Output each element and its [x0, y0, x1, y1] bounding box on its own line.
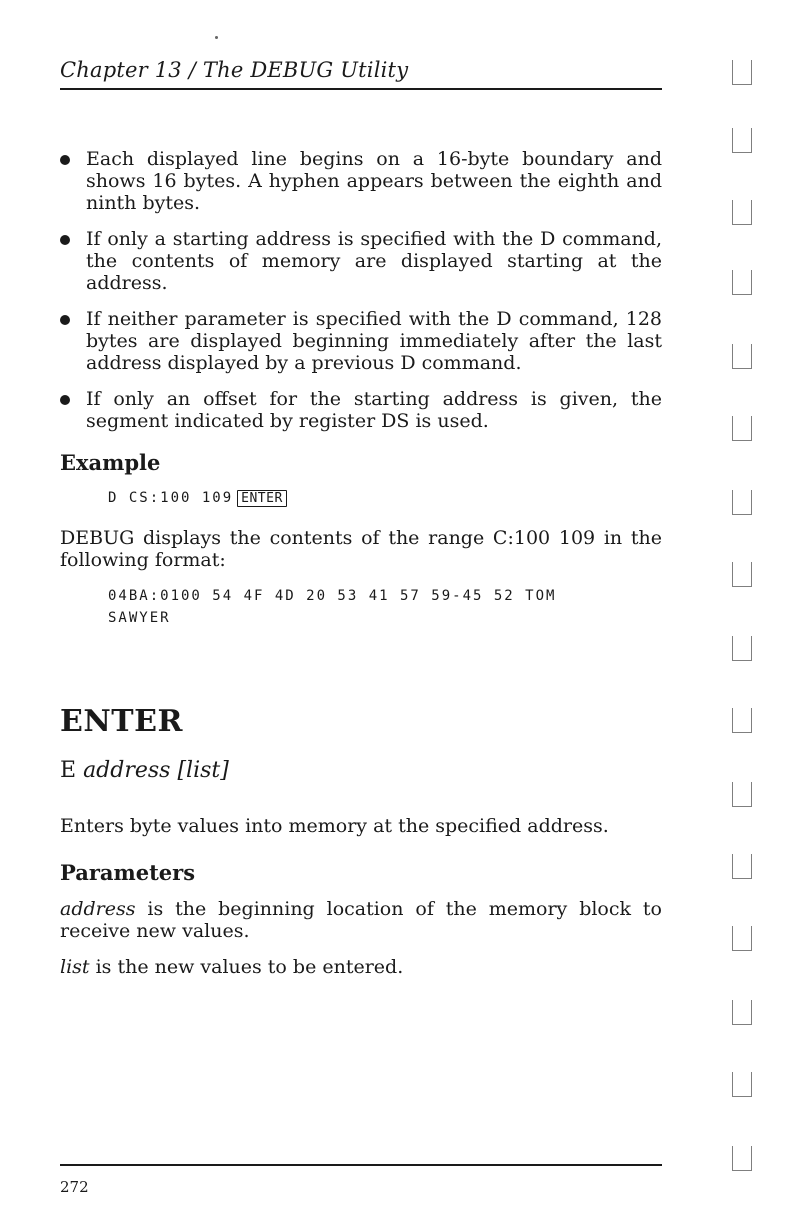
list-item: Each displayed line begins on a 16-byte boundary and shows 16 bytes. A hyphen appears between the eighth and ninth bytes.	[60, 148, 662, 214]
bullet-list	[60, 148, 662, 446]
binding-hole-icon	[732, 128, 752, 153]
parameters-heading: Parameters	[60, 860, 196, 885]
command-text: D CS:100 109	[108, 490, 234, 506]
syntax-arg-list: [list]	[177, 758, 229, 783]
binding-hole-icon	[732, 562, 752, 587]
example-command	[108, 490, 287, 507]
bullet-icon	[60, 395, 70, 405]
example-output	[108, 585, 556, 629]
section-title: ENTER	[60, 704, 183, 739]
output-line: SAWYER	[108, 610, 171, 626]
section-summary: Enters byte values into memory at the specified address.	[60, 815, 609, 837]
list-item: If neither parameter is specified with the D command, 128 bytes are displayed beginning immediately after the last address displayed by a previous D command.	[60, 308, 662, 374]
list-item: If only a starting address is specified with the D command, the contents of memory are displayed starting at the address.	[60, 228, 662, 294]
binding-hole-icon	[732, 854, 752, 879]
binding-hole-icon	[732, 708, 752, 733]
running-head: Chapter 13 / The DEBUG Utility	[60, 58, 409, 82]
enter-key-icon: ENTER	[237, 490, 287, 507]
bullet-icon	[60, 315, 70, 325]
binding-hole-icon	[732, 1146, 752, 1171]
binding-hole-icon	[732, 636, 752, 661]
header-rule	[60, 88, 662, 90]
syntax-arg-address: address	[83, 758, 171, 783]
param-list	[60, 956, 662, 978]
binding-hole-icon	[732, 60, 752, 85]
binding-hole-icon	[732, 1000, 752, 1025]
binding-hole-icon	[732, 490, 752, 515]
syntax-command: E	[60, 758, 77, 783]
param-name: list	[60, 956, 90, 978]
output-line: 04BA:0100 54 4F 4D 20 53 41 57 59-45 52 TOM	[108, 588, 557, 604]
binding-hole-icon	[732, 926, 752, 951]
bullet-icon	[60, 155, 70, 165]
binding-hole-icon	[732, 1072, 752, 1097]
binding-hole-icon	[732, 344, 752, 369]
scan-speck	[215, 36, 218, 39]
binding-hole-icon	[732, 782, 752, 807]
command-syntax	[60, 758, 229, 783]
example-heading: Example	[60, 450, 161, 475]
footer-rule	[60, 1164, 662, 1166]
param-desc: is the new values to be entered.	[89, 956, 404, 978]
example-description: DEBUG displays the contents of the range C:100 109 in the following format:	[60, 527, 662, 571]
param-name: address	[60, 898, 136, 920]
page-number: 272	[60, 1178, 89, 1196]
binding-hole-icon	[732, 200, 752, 225]
binding-hole-icon	[732, 416, 752, 441]
param-desc: is the beginning location of the memory block to receive new values.	[60, 898, 662, 942]
binding-hole-icon	[732, 270, 752, 295]
bullet-icon	[60, 235, 70, 245]
list-item: If only an offset for the starting address is given, the segment indicated by register DS is used.	[60, 388, 662, 432]
param-address	[60, 898, 662, 942]
